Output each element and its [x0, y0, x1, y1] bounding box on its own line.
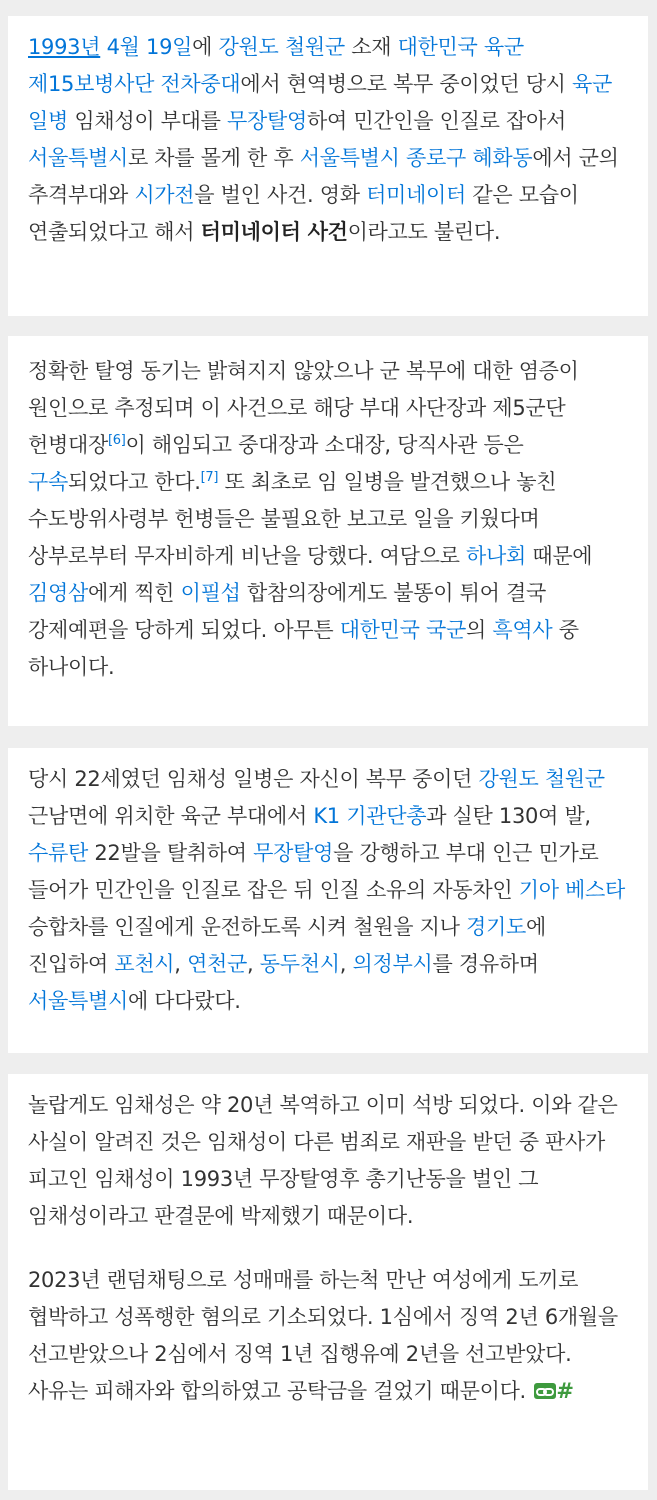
link-15th-division-tank-company[interactable]: 대한민국 육군 제15보병사단 전차중대 — [28, 35, 524, 96]
text: 에서 군의 추격부대와 — [28, 146, 619, 207]
paragraph-details — [28, 748, 628, 1020]
text: 이라고도 불린다. — [347, 220, 501, 244]
article-section-aftermath — [8, 336, 648, 726]
text: 과 실탄 130여 발, — [426, 804, 591, 828]
link-private-first-class[interactable]: 육군 일병 — [28, 72, 613, 133]
link-year-1993[interactable]: 1993년 — [28, 35, 101, 59]
footnote-ref-7[interactable] — [201, 470, 219, 485]
bold-terminator-incident: 터미네이터 사건 — [200, 220, 348, 244]
link-lee-pil-seop[interactable]: 이필섭 — [180, 581, 241, 605]
link-rok-armed-forces[interactable]: 대한민국 국군 — [339, 618, 466, 642]
link-yeoncheon[interactable]: 연천군 — [187, 952, 248, 976]
link-street-fighting[interactable]: 시가전 — [134, 183, 195, 207]
text: 근남면에 위치한 육군 부대에서 — [28, 804, 314, 828]
link-grenade[interactable]: 수류탄 — [28, 841, 88, 865]
text: 임채성이 부대를 — [67, 109, 228, 133]
link-icon[interactable] — [534, 1383, 556, 1399]
text: 로 차를 몰게 한 후 — [127, 146, 300, 170]
text: 소재 — [344, 35, 398, 59]
text: , — [339, 952, 353, 976]
text: 을 벌인 사건. 영화 — [194, 183, 367, 207]
link-terminator[interactable]: 터미네이터 — [366, 183, 466, 207]
text: 되었다고 한다. — [67, 470, 201, 494]
text: 같은 모습이 연출되었다고 해서 — [28, 183, 579, 244]
text: 에 다다랐다. — [127, 989, 241, 1013]
link-seoul[interactable]: 서울특별시 — [28, 989, 128, 1013]
text: 당시 22세였던 임채성 일병은 자신이 복무 중이던 — [28, 767, 479, 791]
text: , — [174, 952, 188, 976]
link-date-april-19[interactable]: 4월 19일 — [106, 35, 193, 59]
link-armed-desertion[interactable]: 무장탈영 — [253, 841, 334, 865]
paragraph-2023-case — [28, 1235, 628, 1410]
paragraph-summary — [28, 16, 628, 251]
link-k1-smg[interactable]: K1 기관단총 — [313, 804, 427, 828]
text: 합참의장에게도 불똥이 튀어 결국 강제예편을 당하게 되었다. 아무튼 — [28, 581, 546, 642]
text: 을 강행하고 부대 인근 민가로 들어가 민간인을 인질로 잡은 뒤 인질 소유의 자동차인 — [28, 841, 599, 902]
link-arrest[interactable]: 구속 — [28, 470, 68, 494]
text: 의 — [465, 618, 493, 642]
footnote-link-6[interactable]: [6] — [107, 433, 126, 448]
link-hanahoe[interactable]: 하나회 — [465, 544, 526, 568]
text: 때문에 — [525, 544, 593, 568]
text: 2023년 랜덤채팅으로 성매매를 하는척 만난 여성에게 도끼로 협박하고 성폭행한 혐의로 기소되었다. 1심에서 징역 2년 6개월을 선고받았으나 2심에서 징역 1년 집행유예 2년을 선고받았다. 사유는 피해자와 합의하였고 공탁금을 걸었기 때문이다. — [28, 1268, 618, 1403]
link-dongducheon[interactable]: 동두천시 — [259, 952, 340, 976]
text: 승합차를 인질에게 운전하도록 시켜 철원을 지나 — [28, 915, 466, 939]
link-cheorwon-county[interactable]: 강원도 철원군 — [218, 35, 345, 59]
text: 정확한 탈영 동기는 밝혀지지 않았으나 군 복무에 대한 염증이 원인으로 추정되며 이 사건으로 해당 부대 사단장과 제5군단 헌병대장 — [28, 359, 579, 457]
link-seoul[interactable]: 서울특별시 — [28, 146, 128, 170]
text: 중 하나이다. — [28, 618, 579, 679]
link-dark-history[interactable]: 흑역사 — [492, 618, 553, 642]
text: 에 진입하여 — [28, 915, 546, 976]
text: 이 해임되고 중대장과 소대장, 당직사관 등은 — [125, 433, 524, 457]
link-cheorwon-county[interactable]: 강원도 철원군 — [478, 767, 605, 791]
footnote-link-7[interactable]: [7] — [200, 470, 219, 485]
link-kim-young-sam[interactable]: 김영삼 — [28, 581, 88, 605]
link-armed-desertion[interactable]: 무장탈영 — [227, 109, 307, 133]
text: , — [247, 952, 260, 976]
link-gyeonggi-do[interactable]: 경기도 — [465, 915, 526, 939]
article-section-summary — [8, 16, 648, 316]
text: 하여 민간인을 인질로 잡아서 — [306, 109, 566, 133]
paragraph-aftermath — [28, 336, 628, 686]
text: 또 최초로 임 일병을 발견했으나 놓친 수도방위사령부 헌병들은 불필요한 보고로 일을 키웠다며 상부로부터 무자비하게 비난을 당했다. 여담으로 — [28, 470, 557, 568]
article-section-later — [8, 1074, 648, 1490]
link-kia-besta[interactable]: 기아 베스타 — [518, 878, 626, 902]
text: 에서 현역병으로 복무 중이었던 당시 — [240, 72, 573, 96]
text: 에게 찍힌 — [87, 581, 181, 605]
link-pocheon[interactable]: 포천시 — [114, 952, 175, 976]
link-hyehwa-dong[interactable]: 서울특별시 종로구 혜화동 — [299, 146, 533, 170]
link-uijeongbu[interactable]: 의정부시 — [352, 952, 433, 976]
text: 를 경유하며 — [432, 952, 539, 976]
text: 22발을 탈취하여 — [87, 841, 254, 865]
section-anchor-link[interactable]: # — [556, 1379, 574, 1403]
article-section-details — [8, 748, 648, 1053]
footnote-ref-6[interactable] — [108, 433, 126, 448]
paragraph-release: 놀랍게도 임채성은 약 20년 복역하고 이미 석방 되었다. 이와 같은 사실이 알려진 것은 임채성이 다른 범죄로 재판을 받던 중 판사가 피고인 임채성이 1993년 무장탈영후 총기난동을 벌인 그 임채성이라고 판결문에 박제했기 때문이다. — [28, 1093, 618, 1228]
text: 에 — [192, 35, 219, 59]
